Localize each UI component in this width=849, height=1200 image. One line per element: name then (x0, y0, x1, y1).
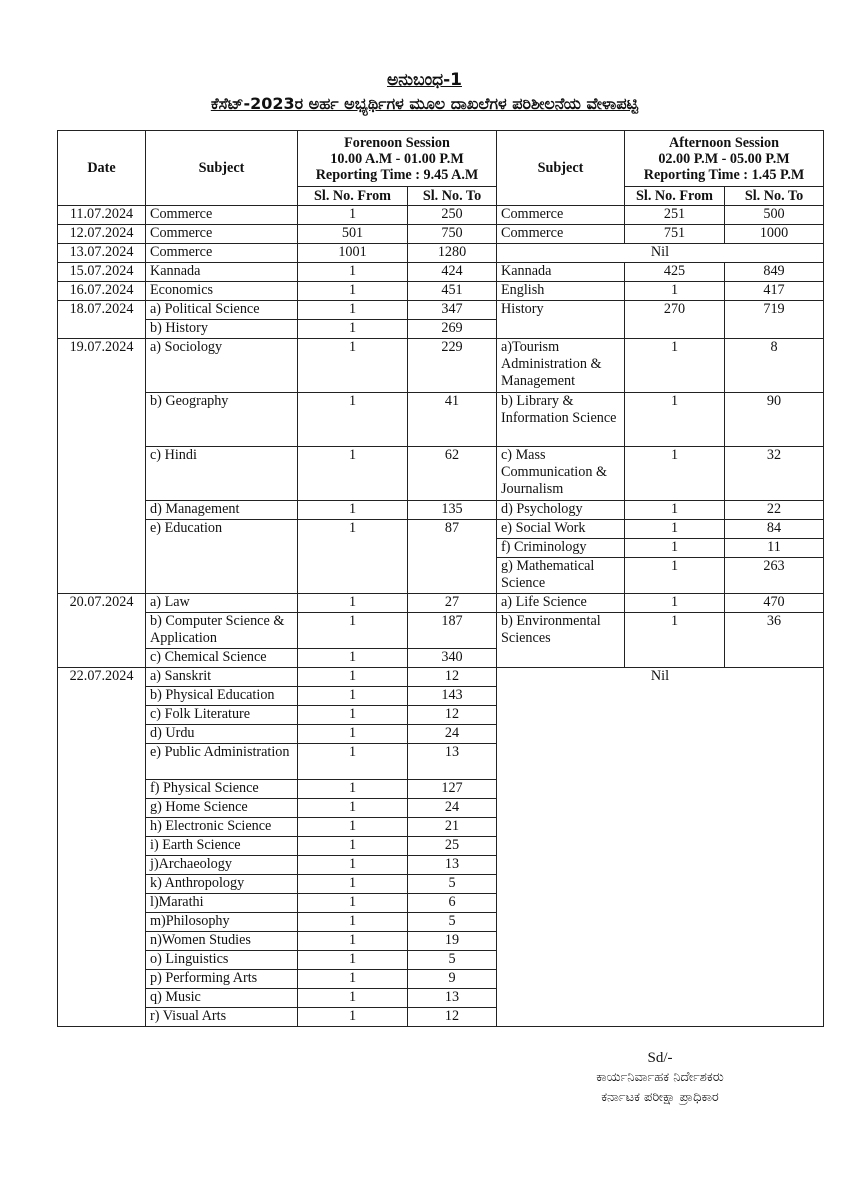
sl-to-cell: 263 (725, 558, 824, 594)
sl-from-cell: 1 (625, 539, 725, 558)
sl-from-cell: 1 (298, 594, 408, 613)
subject-cell: p) Performing Arts (146, 970, 298, 989)
date-cell: 13.07.2024 (58, 244, 146, 263)
sl-to-cell: 87 (408, 520, 497, 594)
subject-cell: a) Law (146, 594, 298, 613)
table-row (58, 501, 824, 520)
table-row (58, 447, 824, 501)
subject-cell: j)Archaeology (146, 856, 298, 875)
sl-to-cell: 750 (408, 225, 497, 244)
table-row (58, 520, 824, 539)
sl-to-cell: 12 (408, 668, 497, 687)
header-date: Date (58, 131, 146, 206)
subject-cell: n)Women Studies (146, 932, 298, 951)
subject-cell: e) Public Administration (146, 744, 298, 780)
subject-cell: Commerce (146, 206, 298, 225)
subject-cell: a)Tourism Administration & Management (497, 339, 625, 393)
afternoon-title: Afternoon Session (669, 134, 779, 151)
sl-from-cell: 1 (298, 447, 408, 501)
schedule-title: ಕೆಸೆಟ್-2023ರ ಅರ್ಹ ಅಭ್ಯರ್ಥಿಗಳ ಮೂಲ ದಾಖಲೆಗಳ ಪರಿಶೀಲನೆಯ ವೇಳಾಪಟ್ಟಿ (210, 94, 639, 113)
sl-to-cell: 90 (725, 393, 824, 447)
sl-to-cell: 24 (408, 725, 497, 744)
forenoon-reporting: Reporting Time : 9.45 A.M (315, 166, 479, 183)
header-an-to: Sl. No. To (725, 187, 824, 206)
sl-to-cell: 12 (408, 1008, 497, 1027)
table-row (58, 301, 824, 320)
signatory-designation: ಕಾರ್ಯನಿರ್ವಾಹಕ ನಿರ್ದೇಶಕರು (596, 1070, 724, 1085)
sl-from-cell: 425 (625, 263, 725, 282)
date-cell: 16.07.2024 (58, 282, 146, 301)
sl-from-cell: 1 (625, 501, 725, 520)
subject-cell: l)Marathi (146, 894, 298, 913)
subject-cell: a) Sanskrit (146, 668, 298, 687)
subject-cell: o) Linguistics (146, 951, 298, 970)
forenoon-title: Forenoon Session (344, 134, 450, 151)
sl-to-cell: 32 (725, 447, 824, 501)
subject-cell: d) Management (146, 501, 298, 520)
subject-cell: f) Criminology (497, 539, 625, 558)
subject-cell: r) Visual Arts (146, 1008, 298, 1027)
sl-to-cell: 1000 (725, 225, 824, 244)
sl-to-cell: 451 (408, 282, 497, 301)
sl-from-cell: 1 (298, 818, 408, 837)
subject-cell: e) Social Work (497, 520, 625, 539)
sl-to-cell: 347 (408, 301, 497, 320)
sl-from-cell: 1 (298, 856, 408, 875)
signature-sd: Sd/- (647, 1050, 673, 1066)
forenoon-time: 10.00 A.M - 01.00 P.M (330, 150, 464, 167)
sl-from-cell: 1 (625, 558, 725, 594)
sl-to-cell: 24 (408, 799, 497, 818)
subject-cell: b) Library & Information Science (497, 393, 625, 447)
subject-cell: Commerce (497, 225, 625, 244)
sl-from-cell: 1 (298, 894, 408, 913)
subject-cell: b) Computer Science & Application (146, 613, 298, 649)
subject-cell: a) Sociology (146, 339, 298, 393)
sl-from-cell: 1 (298, 206, 408, 225)
sl-from-cell: 1 (298, 613, 408, 649)
sl-to-cell: 5 (408, 875, 497, 894)
sl-from-cell: 1 (298, 875, 408, 894)
sl-from-cell: 1 (625, 282, 725, 301)
sl-from-cell: 1 (625, 594, 725, 613)
table-row (58, 225, 824, 244)
sl-from-cell: 1 (625, 339, 725, 393)
subject-cell: Commerce (146, 225, 298, 244)
subject-cell: c) Mass Communication & Journalism (497, 447, 625, 501)
sl-to-cell: 269 (408, 320, 497, 339)
sl-to-cell: 143 (408, 687, 497, 706)
date-cell: 15.07.2024 (58, 263, 146, 282)
sl-to-cell: 19 (408, 932, 497, 951)
date-cell: 19.07.2024 (58, 339, 146, 594)
subject-cell: a) Political Science (146, 301, 298, 320)
header-fn-to: Sl. No. To (408, 187, 497, 206)
subject-cell: b) Physical Education (146, 687, 298, 706)
sl-from-cell: 1 (298, 501, 408, 520)
sl-from-cell: 1 (298, 989, 408, 1008)
date-cell: 11.07.2024 (58, 206, 146, 225)
sl-from-cell: 251 (625, 206, 725, 225)
table-row (58, 339, 824, 393)
sl-to-cell: 22 (725, 501, 824, 520)
header-fn-from: Sl. No. From (298, 187, 408, 206)
sl-from-cell: 1 (298, 706, 408, 725)
sl-from-cell: 1 (298, 263, 408, 282)
sl-from-cell: 1 (298, 780, 408, 799)
sl-from-cell: 1001 (298, 244, 408, 263)
sl-from-cell: 501 (298, 225, 408, 244)
sl-from-cell: 1 (298, 799, 408, 818)
sl-from-cell: 1 (298, 951, 408, 970)
sl-to-cell: 5 (408, 951, 497, 970)
subject-cell: c) Folk Literature (146, 706, 298, 725)
table-row (58, 282, 824, 301)
table-row (58, 206, 824, 225)
subject-cell: k) Anthropology (146, 875, 298, 894)
header-subject-afternoon: Subject (497, 131, 625, 206)
table-row (58, 668, 824, 687)
sl-to-cell: 127 (408, 780, 497, 799)
sl-to-cell: 187 (408, 613, 497, 649)
sl-to-cell: 11 (725, 539, 824, 558)
sl-from-cell: 1 (298, 520, 408, 594)
sl-from-cell: 1 (625, 613, 725, 668)
sl-to-cell: 9 (408, 970, 497, 989)
subject-cell: b) History (146, 320, 298, 339)
date-cell: 22.07.2024 (58, 668, 146, 1027)
subject-cell: a) Life Science (497, 594, 625, 613)
annexure-title: ಅನುಬಂಧ-1 (387, 70, 462, 90)
nil-cell: Nil (497, 244, 824, 263)
afternoon-reporting: Reporting Time : 1.45 P.M (643, 166, 805, 183)
subject-cell: e) Education (146, 520, 298, 594)
sl-to-cell: 84 (725, 520, 824, 539)
sl-from-cell: 1 (298, 668, 408, 687)
date-cell: 18.07.2024 (58, 301, 146, 339)
sl-to-cell: 12 (408, 706, 497, 725)
sl-to-cell: 229 (408, 339, 497, 393)
sl-from-cell: 1 (298, 744, 408, 780)
subject-cell: History (497, 301, 625, 339)
sl-to-cell: 41 (408, 393, 497, 447)
subject-cell: c) Chemical Science (146, 649, 298, 668)
sl-from-cell: 1 (298, 339, 408, 393)
header-afternoon-session (625, 131, 824, 187)
sl-to-cell: 25 (408, 837, 497, 856)
table-row (58, 594, 824, 613)
subject-cell: g) Home Science (146, 799, 298, 818)
sl-to-cell: 340 (408, 649, 497, 668)
subject-cell: m)Philosophy (146, 913, 298, 932)
sl-to-cell: 13 (408, 989, 497, 1008)
sl-to-cell: 5 (408, 913, 497, 932)
sl-to-cell: 8 (725, 339, 824, 393)
sl-from-cell: 1 (298, 320, 408, 339)
sl-to-cell: 470 (725, 594, 824, 613)
sl-to-cell: 36 (725, 613, 824, 668)
date-cell: 12.07.2024 (58, 225, 146, 244)
sl-to-cell: 13 (408, 856, 497, 875)
sl-to-cell: 62 (408, 447, 497, 501)
subject-cell: b) Geography (146, 393, 298, 447)
sl-to-cell: 27 (408, 594, 497, 613)
subject-cell: q) Music (146, 989, 298, 1008)
sl-from-cell: 1 (625, 447, 725, 501)
sl-from-cell: 1 (298, 913, 408, 932)
subject-cell: h) Electronic Science (146, 818, 298, 837)
header-forenoon-session (298, 131, 497, 187)
sl-to-cell: 13 (408, 744, 497, 780)
subject-cell: Commerce (497, 206, 625, 225)
nil-cell: Nil (497, 668, 824, 1027)
subject-cell: Kannada (146, 263, 298, 282)
sl-to-cell: 6 (408, 894, 497, 913)
sl-from-cell: 1 (298, 282, 408, 301)
sl-from-cell: 1 (298, 393, 408, 447)
subject-cell: Kannada (497, 263, 625, 282)
sl-from-cell: 1 (298, 970, 408, 989)
sl-to-cell: 500 (725, 206, 824, 225)
sl-to-cell: 1280 (408, 244, 497, 263)
sl-to-cell: 424 (408, 263, 497, 282)
sl-from-cell: 1 (298, 687, 408, 706)
sl-to-cell: 417 (725, 282, 824, 301)
sl-from-cell: 1 (298, 837, 408, 856)
sl-to-cell: 250 (408, 206, 497, 225)
table-row (58, 244, 824, 263)
sl-from-cell: 1 (298, 301, 408, 320)
subject-cell: d) Urdu (146, 725, 298, 744)
sl-to-cell: 135 (408, 501, 497, 520)
header-subject-forenoon: Subject (146, 131, 298, 206)
sl-from-cell: 270 (625, 301, 725, 339)
schedule-table (57, 130, 824, 1027)
subject-cell: Commerce (146, 244, 298, 263)
subject-cell: d) Psychology (497, 501, 625, 520)
signatory-authority: ಕರ್ನಾಟಕ ಪರೀಕ್ಷಾ ಪ್ರಾಧಿಕಾರ (601, 1090, 719, 1105)
sl-to-cell: 719 (725, 301, 824, 339)
subject-cell: f) Physical Science (146, 780, 298, 799)
subject-cell: b) Environmental Sciences (497, 613, 625, 668)
table-row (58, 613, 824, 649)
sl-from-cell: 1 (625, 393, 725, 447)
subject-cell: English (497, 282, 625, 301)
sl-to-cell: 849 (725, 263, 824, 282)
sl-from-cell: 751 (625, 225, 725, 244)
subject-cell: i) Earth Science (146, 837, 298, 856)
sl-from-cell: 1 (298, 932, 408, 951)
table-row (58, 263, 824, 282)
table-row (58, 393, 824, 447)
sl-to-cell: 21 (408, 818, 497, 837)
subject-cell: Economics (146, 282, 298, 301)
date-cell: 20.07.2024 (58, 594, 146, 668)
sl-from-cell: 1 (298, 649, 408, 668)
sl-from-cell: 1 (625, 520, 725, 539)
subject-cell: c) Hindi (146, 447, 298, 501)
subject-cell: g) Mathematical Science (497, 558, 625, 594)
sl-from-cell: 1 (298, 725, 408, 744)
sl-from-cell: 1 (298, 1008, 408, 1027)
header-an-from: Sl. No. From (625, 187, 725, 206)
afternoon-time: 02.00 P.M - 05.00 P.M (658, 150, 790, 167)
